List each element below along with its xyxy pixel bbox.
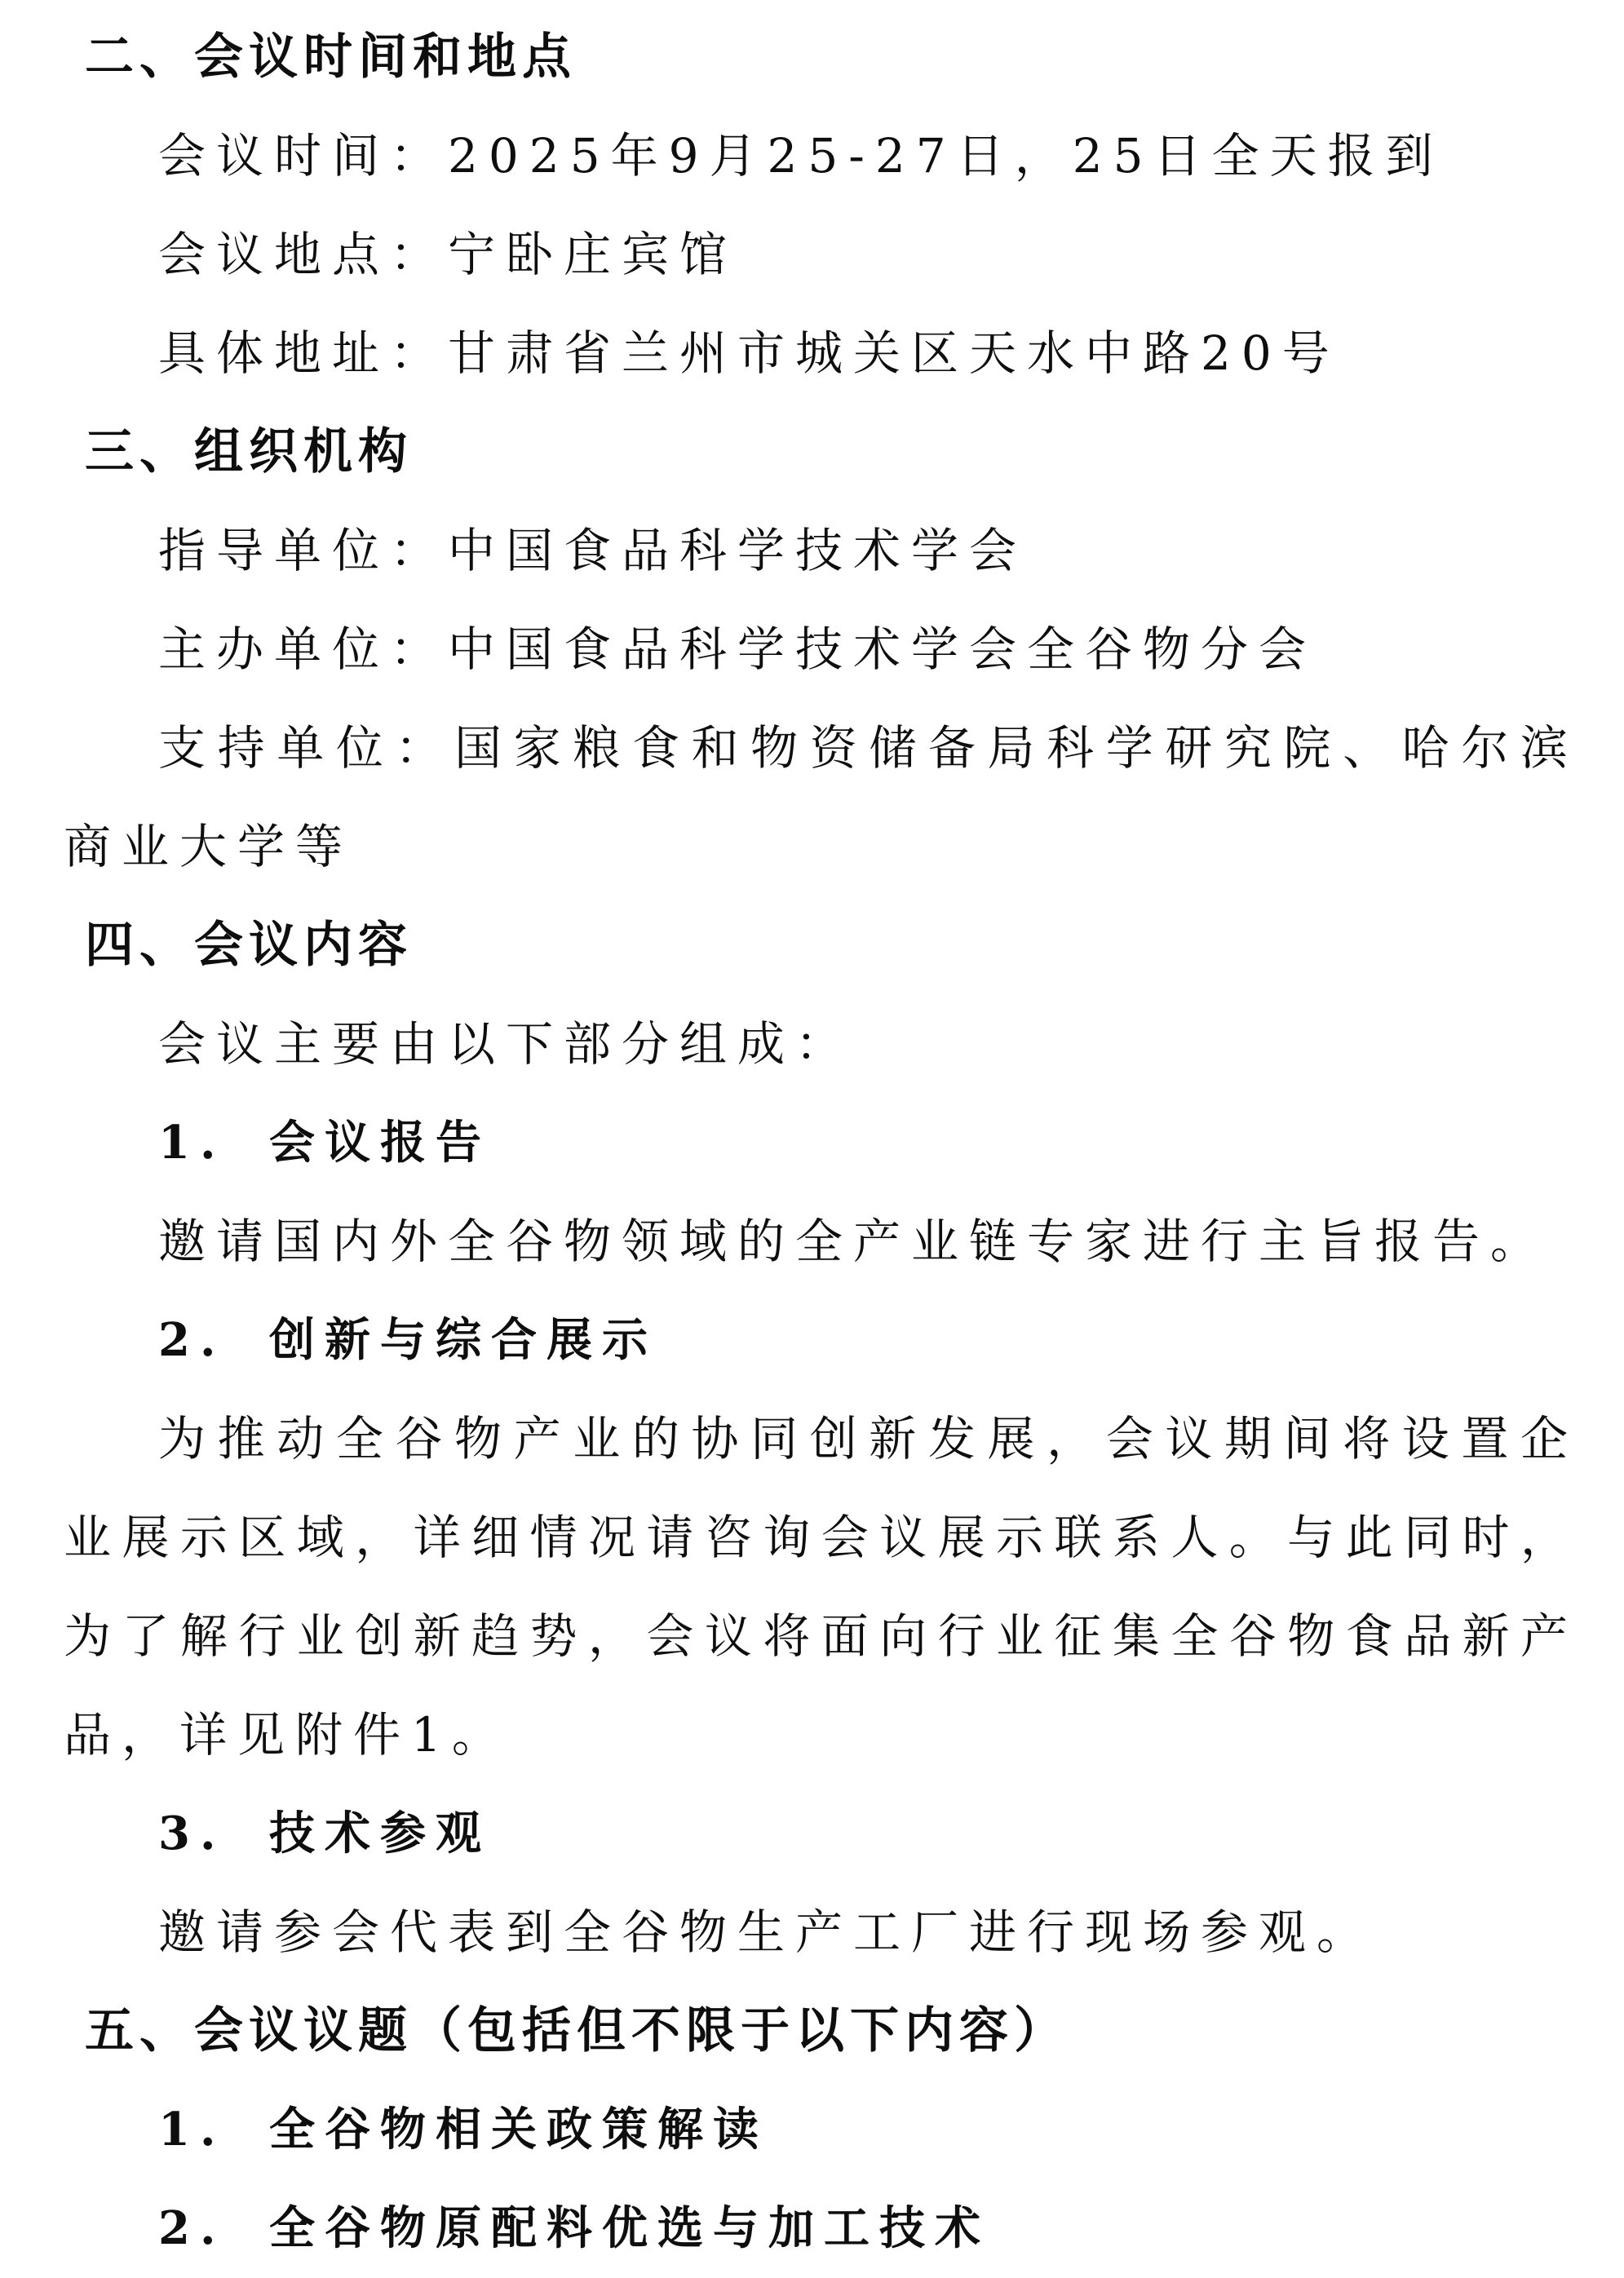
paragraph: 会议主要由以下部分组成： <box>158 1016 854 1072</box>
paragraph: 会议地点：宁卧庄宾馆 <box>158 227 738 282</box>
section-heading: 五、会议议题（包括但不限于以下内容） <box>85 2002 1069 2059</box>
section-heading: 二、会议时间和地点 <box>85 29 577 86</box>
paragraph: 具体地址：甘肃省兰州市城关区天水中路20号 <box>158 325 1340 381</box>
paragraph: 指导单位：中国食品科学技术学会 <box>158 523 1028 578</box>
paragraph: 支持单位：国家粮食和物资储备局科学研究院、哈尔滨商业大学等 <box>64 720 1578 874</box>
section-heading: 三、组织机构 <box>85 423 413 480</box>
paragraph: 邀请参会代表到全谷物生产工厂进行现场参观。 <box>158 1904 1375 1960</box>
numbered-heading: 2. 全谷物原配料优选与加工技术 <box>158 2201 990 2255</box>
numbered-heading: 2. 创新与综合展示 <box>158 1313 657 1367</box>
numbered-heading: 3. 技术参观 <box>158 1807 491 1860</box>
section-heading: 四、会议内容 <box>85 917 413 974</box>
numbered-heading: 1. 全谷物相关政策解读 <box>158 2103 768 2156</box>
paragraph: 邀请国内外全谷物领域的全产业链专家进行主旨报告。 <box>158 1214 1549 1269</box>
paragraph: 为推动全谷物产业的协同创新发展，会议期间将设置企业展示区域，详细情况请咨询会议展示联系人。与此同时，为了解行业创新趋势，会议将面向行业征集全谷物食品新产品，详见附件1。 <box>64 1411 1578 1763</box>
numbered-heading: 1. 会议报告 <box>158 1116 491 1170</box>
document-body <box>64 8 1578 2278</box>
paragraph: 会议时间：2025年9月25-27日，25日全天报到 <box>158 128 1444 184</box>
paragraph: 主办单位：中国食品科学技术学会全谷物分会 <box>158 621 1317 677</box>
